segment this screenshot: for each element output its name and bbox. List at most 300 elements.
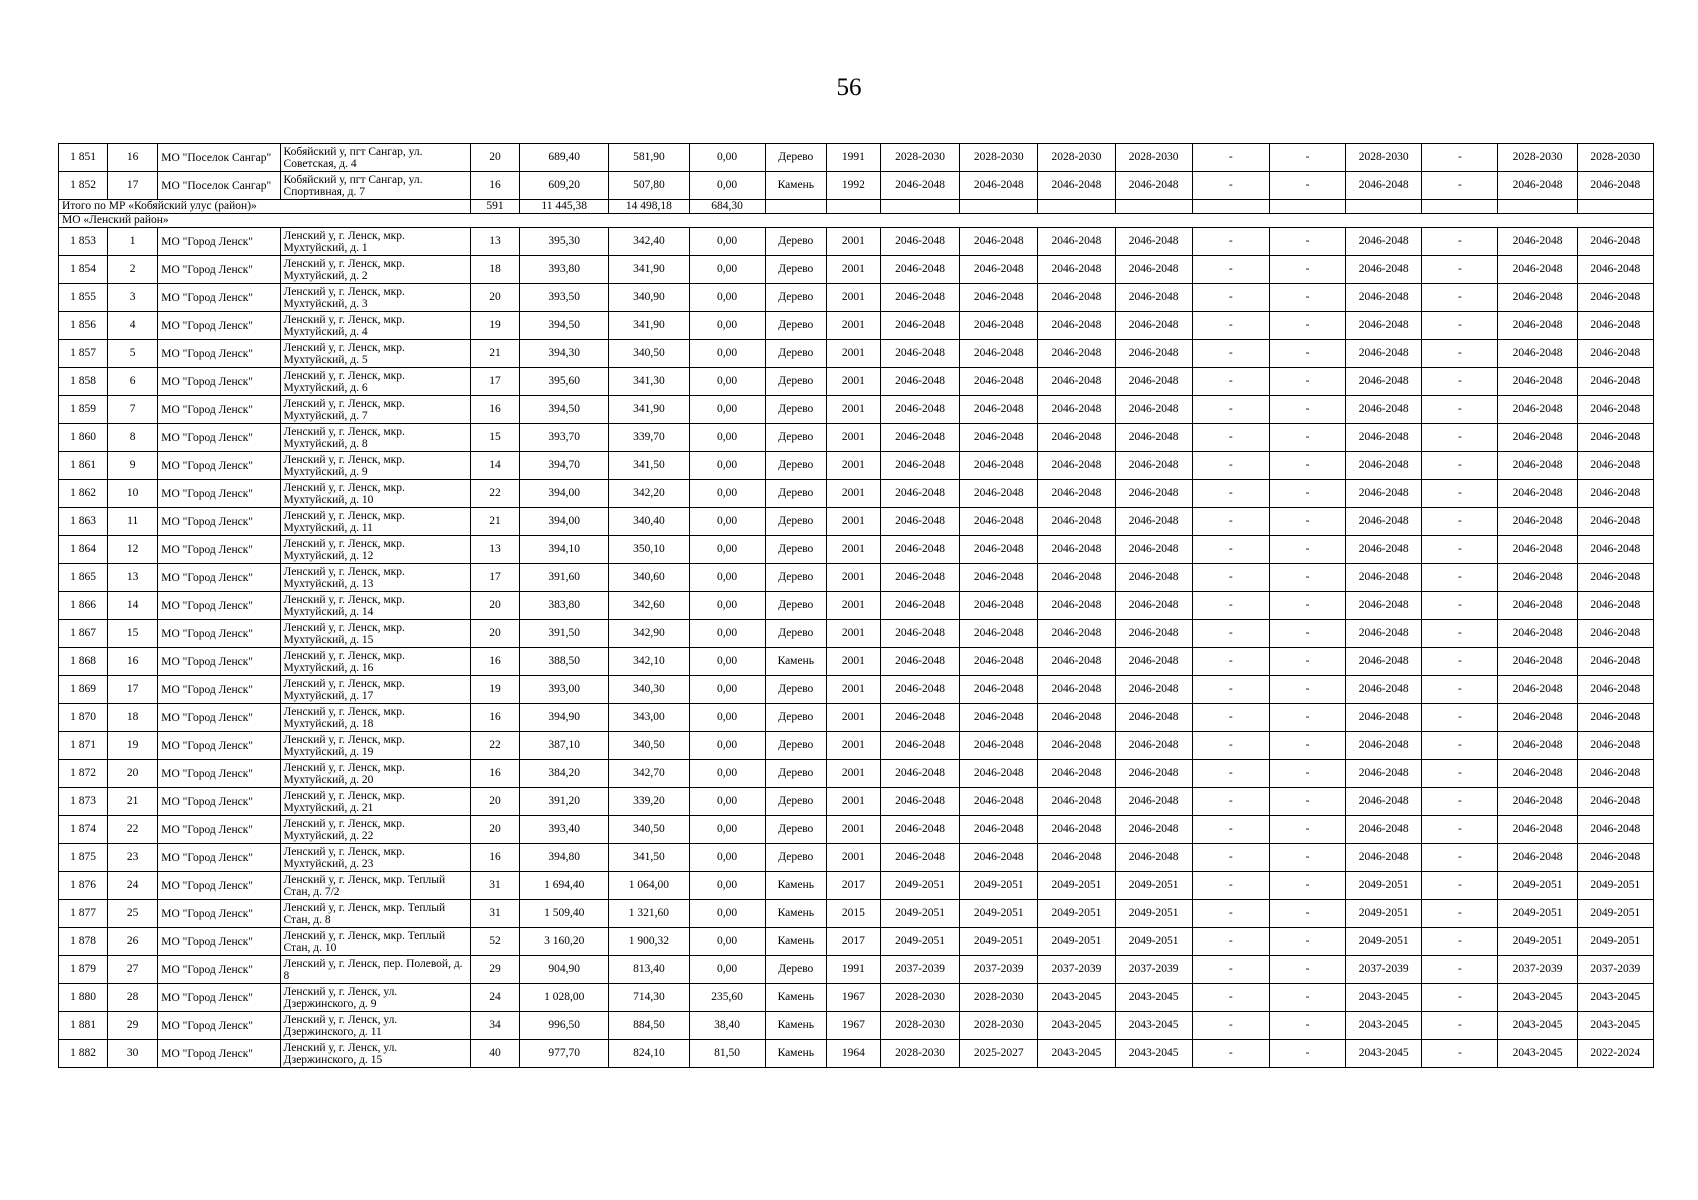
wall-material-cell: Дерево [765,312,826,340]
period-10-cell: 2046-2048 [1577,256,1653,284]
period-3-cell: 2043-2045 [1038,1040,1115,1068]
wall-material-cell: Дерево [765,424,826,452]
period-10-cell: 2046-2048 [1577,368,1653,396]
period-7-cell: 2043-2045 [1346,1012,1422,1040]
address-cell: Ленский у, г. Ленск, мкр. Мухтуйский, д. 4 [280,312,470,340]
period-8-cell: - [1422,592,1498,620]
build-year-cell: 2001 [826,452,880,480]
period-8-cell: - [1422,1040,1498,1068]
total-area-cell: 1 028,00 [520,984,609,1012]
row-number-cell: 1 873 [59,788,108,816]
residents-cell: 52 [471,928,520,956]
municipality-cell: МО "Город Ленск" [158,480,280,508]
total-area-cell: 391,20 [520,788,609,816]
period-7-cell: 2046-2048 [1346,284,1422,312]
total-area-cell: 393,40 [520,816,609,844]
period-7-cell: 2046-2048 [1346,648,1422,676]
period-3-cell: 2046-2048 [1038,648,1115,676]
total-area-cell: 394,10 [520,536,609,564]
period-6-cell: - [1269,312,1345,340]
total-area-cell: 609,20 [520,172,609,200]
build-year-cell: 2001 [826,424,880,452]
municipality-cell: МО "Город Ленск" [158,508,280,536]
period-4-cell: 2049-2051 [1115,872,1192,900]
total-area-cell: 394,90 [520,704,609,732]
period-3-cell: 2046-2048 [1038,256,1115,284]
empty-cell [960,200,1038,214]
municipality-cell: МО "Город Ленск" [158,340,280,368]
period-4-cell: 2046-2048 [1115,396,1192,424]
period-9-cell: 2046-2048 [1498,620,1577,648]
emergency-area-cell: 0,00 [689,872,765,900]
period-2-cell: 2046-2048 [960,704,1038,732]
living-area-cell: 342,40 [609,228,689,256]
period-7-cell: 2046-2048 [1346,676,1422,704]
period-8-cell: - [1422,676,1498,704]
period-4-cell: 2046-2048 [1115,228,1192,256]
period-3-cell: 2049-2051 [1038,900,1115,928]
residents-cell: 40 [471,1040,520,1068]
period-10-cell: 2046-2048 [1577,452,1653,480]
period-7-cell: 2046-2048 [1346,340,1422,368]
period-2-cell: 2046-2048 [960,508,1038,536]
period-9-cell: 2046-2048 [1498,256,1577,284]
period-6-cell: - [1269,956,1345,984]
build-year-cell: 2001 [826,284,880,312]
local-number-cell: 12 [108,536,158,564]
local-number-cell: 15 [108,620,158,648]
period-3-cell: 2049-2051 [1038,928,1115,956]
living-area-cell: 341,90 [609,312,689,340]
wall-material-cell: Дерево [765,536,826,564]
residents-cell: 31 [471,872,520,900]
row-number-cell: 1 874 [59,816,108,844]
period-2-cell: 2046-2048 [960,732,1038,760]
address-cell: Ленский у, г. Ленск, мкр. Мухтуйский, д. 1 [280,228,470,256]
period-5-cell: - [1192,480,1269,508]
period-9-cell: 2046-2048 [1498,592,1577,620]
local-number-cell: 27 [108,956,158,984]
address-cell: Ленский у, г. Ленск, мкр. Мухтуйский, д. 6 [280,368,470,396]
period-9-cell: 2037-2039 [1498,956,1577,984]
period-1-cell: 2046-2048 [880,788,959,816]
row-number-cell: 1 855 [59,284,108,312]
period-2-cell: 2046-2048 [960,228,1038,256]
row-number-cell: 1 870 [59,704,108,732]
address-cell: Ленский у, г. Ленск, пер. Полевой, д. 8 [280,956,470,984]
build-year-cell: 2001 [826,312,880,340]
address-cell: Ленский у, г. Ленск, мкр. Мухтуйский, д. 2 [280,256,470,284]
emergency-area-cell: 0,00 [689,900,765,928]
residents-cell: 20 [471,144,520,172]
period-1-cell: 2046-2048 [880,228,959,256]
period-6-cell: - [1269,732,1345,760]
wall-material-cell: Камень [765,984,826,1012]
municipality-cell: МО "Город Ленск" [158,956,280,984]
period-5-cell: - [1192,536,1269,564]
residents-cell: 20 [471,620,520,648]
summary-total-area: 11 445,38 [520,200,609,214]
table-row [59,704,1654,732]
period-8-cell: - [1422,312,1498,340]
period-6-cell: - [1269,508,1345,536]
address-cell: Ленский у, г. Ленск, мкр. Мухтуйский, д. 3 [280,284,470,312]
period-9-cell: 2046-2048 [1498,480,1577,508]
period-5-cell: - [1192,228,1269,256]
wall-material-cell: Дерево [765,284,826,312]
table-row [59,788,1654,816]
row-number-cell: 1 868 [59,648,108,676]
period-3-cell: 2046-2048 [1038,564,1115,592]
row-number-cell: 1 860 [59,424,108,452]
period-8-cell: - [1422,620,1498,648]
build-year-cell: 2001 [826,564,880,592]
table-row [59,732,1654,760]
address-cell: Ленский у, г. Ленск, мкр. Мухтуйский, д. 22 [280,816,470,844]
period-7-cell: 2037-2039 [1346,956,1422,984]
wall-material-cell: Камень [765,648,826,676]
period-8-cell: - [1422,564,1498,592]
living-area-cell: 507,80 [609,172,689,200]
local-number-cell: 17 [108,172,158,200]
residents-cell: 19 [471,312,520,340]
total-area-cell: 387,10 [520,732,609,760]
municipality-cell: МО "Город Ленск" [158,1012,280,1040]
period-6-cell: - [1269,368,1345,396]
wall-material-cell: Дерево [765,816,826,844]
period-10-cell: 2046-2048 [1577,620,1653,648]
municipality-cell: МО "Город Ленск" [158,592,280,620]
living-area-cell: 581,90 [609,144,689,172]
residents-cell: 16 [471,760,520,788]
period-9-cell: 2046-2048 [1498,312,1577,340]
living-area-cell: 884,50 [609,1012,689,1040]
period-7-cell: 2043-2045 [1346,1040,1422,1068]
period-2-cell: 2046-2048 [960,788,1038,816]
period-3-cell: 2046-2048 [1038,732,1115,760]
period-8-cell: - [1422,704,1498,732]
period-4-cell: 2046-2048 [1115,564,1192,592]
living-area-cell: 341,50 [609,452,689,480]
local-number-cell: 19 [108,732,158,760]
period-4-cell: 2046-2048 [1115,256,1192,284]
living-area-cell: 1 900,32 [609,928,689,956]
period-4-cell: 2046-2048 [1115,340,1192,368]
address-cell: Кобяйский у, пгт Сангар, ул. Советская, д. 4 [280,144,470,172]
period-6-cell: - [1269,816,1345,844]
address-cell: Ленский у, г. Ленск, мкр. Мухтуйский, д. 16 [280,648,470,676]
period-5-cell: - [1192,340,1269,368]
local-number-cell: 22 [108,816,158,844]
period-4-cell: 2043-2045 [1115,984,1192,1012]
period-3-cell: 2043-2045 [1038,1012,1115,1040]
table-row [59,564,1654,592]
period-10-cell: 2046-2048 [1577,704,1653,732]
total-area-cell: 384,20 [520,760,609,788]
period-6-cell: - [1269,172,1345,200]
period-5-cell: - [1192,704,1269,732]
period-5-cell: - [1192,424,1269,452]
period-6-cell: - [1269,928,1345,956]
period-5-cell: - [1192,368,1269,396]
local-number-cell: 3 [108,284,158,312]
period-10-cell: 2046-2048 [1577,760,1653,788]
period-5-cell: - [1192,172,1269,200]
period-2-cell: 2025-2027 [960,1040,1038,1068]
local-number-cell: 18 [108,704,158,732]
period-1-cell: 2046-2048 [880,564,959,592]
period-8-cell: - [1422,732,1498,760]
period-6-cell: - [1269,144,1345,172]
period-1-cell: 2046-2048 [880,284,959,312]
table-row [59,368,1654,396]
period-5-cell: - [1192,284,1269,312]
period-6-cell: - [1269,536,1345,564]
address-cell: Ленский у, г. Ленск, мкр. Теплый Стан, д. 10 [280,928,470,956]
emergency-area-cell: 0,00 [689,956,765,984]
build-year-cell: 2001 [826,480,880,508]
wall-material-cell: Камень [765,872,826,900]
wall-material-cell: Камень [765,1012,826,1040]
period-8-cell: - [1422,872,1498,900]
period-8-cell: - [1422,424,1498,452]
municipality-cell: МО "Город Ленск" [158,452,280,480]
residents-cell: 20 [471,592,520,620]
period-10-cell: 2046-2048 [1577,228,1653,256]
build-year-cell: 2001 [826,256,880,284]
empty-cell [880,200,959,214]
wall-material-cell: Дерево [765,228,826,256]
local-number-cell: 26 [108,928,158,956]
row-number-cell: 1 871 [59,732,108,760]
period-2-cell: 2046-2048 [960,676,1038,704]
wall-material-cell: Дерево [765,368,826,396]
municipality-cell: МО "Город Ленск" [158,844,280,872]
wall-material-cell: Дерево [765,452,826,480]
table-row [59,620,1654,648]
address-cell: Ленский у, г. Ленск, мкр. Мухтуйский, д. 20 [280,760,470,788]
period-3-cell: 2049-2051 [1038,872,1115,900]
municipality-cell: МО "Поселок Сангар" [158,172,280,200]
build-year-cell: 2001 [826,536,880,564]
table-row [59,900,1654,928]
period-1-cell: 2028-2030 [880,144,959,172]
municipality-cell: МО "Город Ленск" [158,816,280,844]
residents-cell: 14 [471,452,520,480]
build-year-cell: 1991 [826,956,880,984]
emergency-area-cell: 0,00 [689,928,765,956]
period-1-cell: 2046-2048 [880,368,959,396]
period-1-cell: 2046-2048 [880,732,959,760]
period-9-cell: 2046-2048 [1498,648,1577,676]
period-9-cell: 2046-2048 [1498,284,1577,312]
period-3-cell: 2037-2039 [1038,956,1115,984]
build-year-cell: 2001 [826,788,880,816]
row-number-cell: 1 853 [59,228,108,256]
address-cell: Ленский у, г. Ленск, мкр. Теплый Стан, д. 7/2 [280,872,470,900]
total-area-cell: 996,50 [520,1012,609,1040]
empty-cell [765,200,826,214]
period-2-cell: 2046-2048 [960,284,1038,312]
address-cell: Кобяйский у, пгт Сангар, ул. Спортивная, д. 7 [280,172,470,200]
emergency-area-cell: 0,00 [689,508,765,536]
period-10-cell: 2046-2048 [1577,172,1653,200]
period-2-cell: 2046-2048 [960,368,1038,396]
period-1-cell: 2046-2048 [880,480,959,508]
period-10-cell: 2046-2048 [1577,844,1653,872]
residents-cell: 24 [471,984,520,1012]
total-area-cell: 1 694,40 [520,872,609,900]
build-year-cell: 2001 [826,228,880,256]
living-area-cell: 340,50 [609,340,689,368]
total-area-cell: 393,50 [520,284,609,312]
address-cell: Ленский у, г. Ленск, мкр. Мухтуйский, д. 23 [280,844,470,872]
period-2-cell: 2046-2048 [960,592,1038,620]
living-area-cell: 824,10 [609,1040,689,1068]
build-year-cell: 2001 [826,676,880,704]
total-area-cell: 395,60 [520,368,609,396]
wall-material-cell: Дерево [765,340,826,368]
total-area-cell: 393,80 [520,256,609,284]
table-body [59,144,1654,1068]
period-1-cell: 2046-2048 [880,312,959,340]
period-5-cell: - [1192,872,1269,900]
table-row [59,144,1654,172]
period-9-cell: 2046-2048 [1498,816,1577,844]
period-9-cell: 2046-2048 [1498,368,1577,396]
total-area-cell: 977,70 [520,1040,609,1068]
period-6-cell: - [1269,256,1345,284]
emergency-area-cell: 38,40 [689,1012,765,1040]
table-row [59,872,1654,900]
period-1-cell: 2046-2048 [880,648,959,676]
period-3-cell: 2046-2048 [1038,620,1115,648]
period-4-cell: 2046-2048 [1115,760,1192,788]
period-1-cell: 2046-2048 [880,508,959,536]
period-8-cell: - [1422,816,1498,844]
emergency-area-cell: 0,00 [689,312,765,340]
period-1-cell: 2046-2048 [880,844,959,872]
period-3-cell: 2046-2048 [1038,480,1115,508]
period-1-cell: 2046-2048 [880,424,959,452]
period-5-cell: - [1192,312,1269,340]
period-2-cell: 2046-2048 [960,480,1038,508]
period-4-cell: 2046-2048 [1115,732,1192,760]
build-year-cell: 1992 [826,172,880,200]
period-7-cell: 2049-2051 [1346,872,1422,900]
period-9-cell: 2046-2048 [1498,424,1577,452]
local-number-cell: 16 [108,144,158,172]
period-4-cell: 2046-2048 [1115,816,1192,844]
build-year-cell: 2001 [826,816,880,844]
wall-material-cell: Дерево [765,844,826,872]
row-number-cell: 1 877 [59,900,108,928]
total-area-cell: 394,80 [520,844,609,872]
period-10-cell: 2046-2048 [1577,732,1653,760]
page-number: 56 [836,74,862,101]
period-3-cell: 2046-2048 [1038,704,1115,732]
period-5-cell: - [1192,816,1269,844]
municipality-cell: МО "Город Ленск" [158,760,280,788]
period-5-cell: - [1192,732,1269,760]
period-2-cell: 2046-2048 [960,816,1038,844]
period-1-cell: 2046-2048 [880,620,959,648]
build-year-cell: 2001 [826,844,880,872]
local-number-cell: 10 [108,480,158,508]
total-area-cell: 394,50 [520,396,609,424]
municipality-cell: МО "Город Ленск" [158,648,280,676]
period-8-cell: - [1422,788,1498,816]
row-number-cell: 1 859 [59,396,108,424]
period-4-cell: 2046-2048 [1115,284,1192,312]
period-7-cell: 2046-2048 [1346,564,1422,592]
period-5-cell: - [1192,760,1269,788]
emergency-area-cell: 0,00 [689,256,765,284]
period-5-cell: - [1192,620,1269,648]
period-10-cell: 2046-2048 [1577,788,1653,816]
local-number-cell: 8 [108,424,158,452]
local-number-cell: 29 [108,1012,158,1040]
table-row [59,956,1654,984]
period-3-cell: 2046-2048 [1038,172,1115,200]
period-3-cell: 2046-2048 [1038,816,1115,844]
residents-cell: 16 [471,648,520,676]
period-4-cell: 2046-2048 [1115,452,1192,480]
period-7-cell: 2046-2048 [1346,704,1422,732]
period-6-cell: - [1269,340,1345,368]
row-number-cell: 1 862 [59,480,108,508]
period-7-cell: 2046-2048 [1346,368,1422,396]
period-8-cell: - [1422,256,1498,284]
period-7-cell: 2046-2048 [1346,844,1422,872]
living-area-cell: 714,30 [609,984,689,1012]
total-area-cell: 394,00 [520,508,609,536]
emergency-area-cell: 0,00 [689,424,765,452]
period-9-cell: 2046-2048 [1498,172,1577,200]
period-9-cell: 2046-2048 [1498,396,1577,424]
period-10-cell: 2046-2048 [1577,424,1653,452]
period-8-cell: - [1422,1012,1498,1040]
emergency-area-cell: 0,00 [689,144,765,172]
build-year-cell: 2001 [826,396,880,424]
table-row [59,424,1654,452]
period-7-cell: 2046-2048 [1346,788,1422,816]
local-number-cell: 1 [108,228,158,256]
period-5-cell: - [1192,900,1269,928]
period-10-cell: 2046-2048 [1577,592,1653,620]
period-9-cell: 2046-2048 [1498,564,1577,592]
emergency-area-cell: 0,00 [689,732,765,760]
period-6-cell: - [1269,480,1345,508]
period-4-cell: 2046-2048 [1115,788,1192,816]
row-number-cell: 1 858 [59,368,108,396]
emergency-area-cell: 0,00 [689,788,765,816]
total-area-cell: 383,80 [520,592,609,620]
period-6-cell: - [1269,1012,1345,1040]
municipality-cell: МО "Город Ленск" [158,872,280,900]
period-10-cell: 2046-2048 [1577,564,1653,592]
row-number-cell: 1 872 [59,760,108,788]
period-10-cell: 2022-2024 [1577,1040,1653,1068]
period-10-cell: 2046-2048 [1577,396,1653,424]
residents-cell: 20 [471,284,520,312]
build-year-cell: 2001 [826,704,880,732]
table-row [59,760,1654,788]
data-table-container [58,143,1654,1068]
table-row [59,928,1654,956]
residents-cell: 29 [471,956,520,984]
period-2-cell: 2046-2048 [960,256,1038,284]
